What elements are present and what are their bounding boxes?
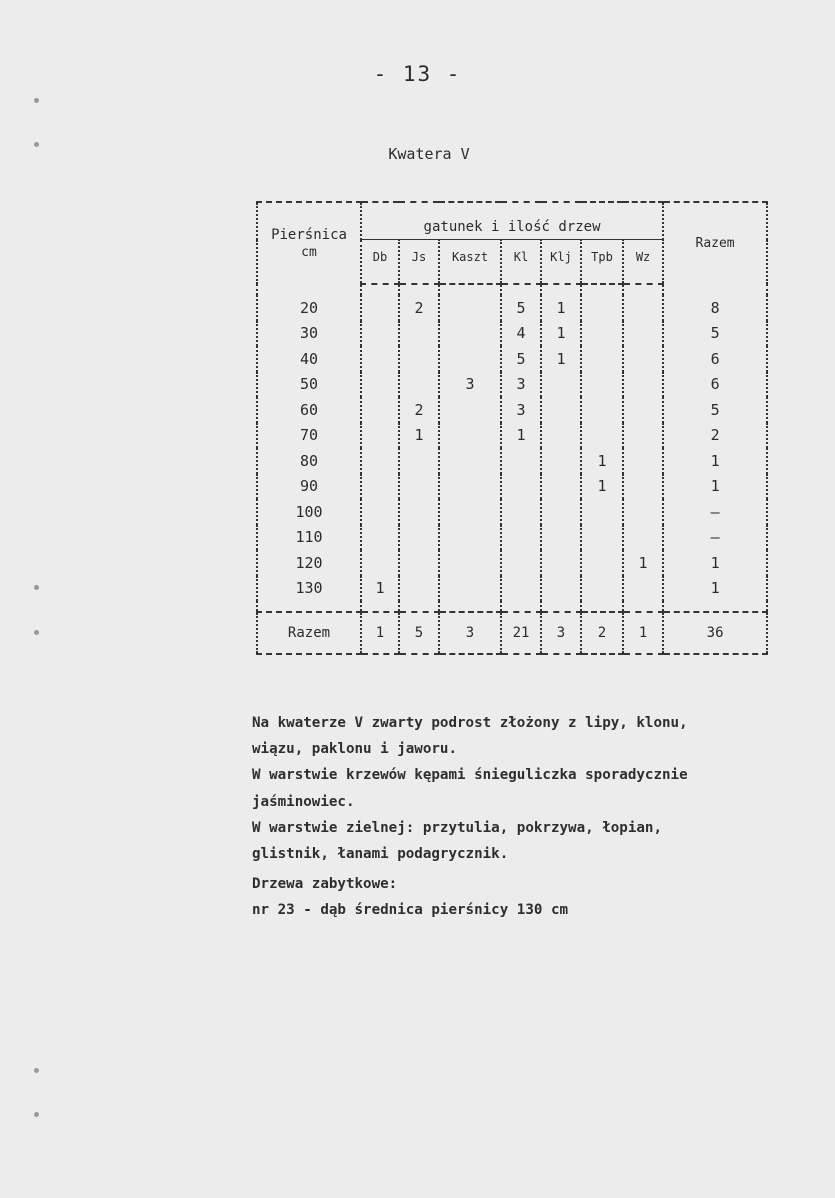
cell-klj bbox=[541, 423, 581, 449]
cell-kaszt bbox=[439, 423, 501, 449]
cell-kaszt bbox=[439, 474, 501, 500]
cell-klj bbox=[541, 448, 581, 474]
cell-js bbox=[399, 321, 439, 347]
cell-kl bbox=[501, 525, 541, 551]
cell-tpb bbox=[581, 321, 623, 347]
cell-js: 2 bbox=[399, 295, 439, 321]
cell-kl bbox=[501, 576, 541, 602]
description-line: Na kwaterze V zwarty podrost złożony z lipy, klonu, bbox=[252, 715, 688, 731]
description-line: nr 23 - dąb średnica pierśnicy 130 cm bbox=[252, 902, 569, 919]
table-row bbox=[257, 448, 767, 474]
header-diameter-unit: cm bbox=[301, 244, 317, 260]
cell-klj: 1 bbox=[541, 321, 581, 347]
cell-db bbox=[361, 499, 399, 525]
cell-tpb bbox=[581, 397, 623, 423]
cell-razem: 1 bbox=[663, 448, 767, 474]
cell-tpb: 1 bbox=[581, 474, 623, 500]
binder-hole-mark bbox=[34, 1068, 39, 1073]
total-kl: 21 bbox=[501, 612, 541, 654]
cell-klj bbox=[541, 372, 581, 398]
cell-klj bbox=[541, 474, 581, 500]
binder-hole-mark bbox=[34, 585, 39, 590]
cell-tpb bbox=[581, 346, 623, 372]
description-text bbox=[252, 710, 688, 924]
cell-kaszt bbox=[439, 448, 501, 474]
page-number: - 13 - bbox=[373, 62, 462, 86]
page-heading: Kwatera V bbox=[388, 145, 470, 163]
trees-table bbox=[256, 201, 768, 655]
total-wz: 1 bbox=[623, 612, 663, 654]
cell-db bbox=[361, 423, 399, 449]
binder-hole-mark bbox=[34, 1112, 39, 1117]
cell-db bbox=[361, 346, 399, 372]
table-row bbox=[257, 346, 767, 372]
table-row bbox=[257, 525, 767, 551]
total-js: 5 bbox=[399, 612, 439, 654]
header-group-label: gatunek i ilość drzew bbox=[361, 202, 663, 240]
header-col-wz: Wz bbox=[623, 240, 663, 285]
cell-db bbox=[361, 321, 399, 347]
cell-db bbox=[361, 525, 399, 551]
header-col-kl: Kl bbox=[501, 240, 541, 285]
cell-kaszt bbox=[439, 346, 501, 372]
cell-cm: 20 bbox=[257, 295, 361, 321]
cell-kl: 4 bbox=[501, 321, 541, 347]
cell-db: 1 bbox=[361, 576, 399, 602]
table-row bbox=[257, 321, 767, 347]
table-header-row bbox=[257, 202, 767, 240]
cell-razem: 5 bbox=[663, 321, 767, 347]
cell-razem: 1 bbox=[663, 550, 767, 576]
cell-wz bbox=[623, 448, 663, 474]
cell-wz bbox=[623, 346, 663, 372]
cell-tpb bbox=[581, 295, 623, 321]
cell-tpb: 1 bbox=[581, 448, 623, 474]
cell-cm: 40 bbox=[257, 346, 361, 372]
cell-tpb bbox=[581, 576, 623, 602]
cell-klj: 1 bbox=[541, 295, 581, 321]
cell-kl bbox=[501, 474, 541, 500]
cell-db bbox=[361, 448, 399, 474]
cell-kaszt bbox=[439, 576, 501, 602]
table-totals-row bbox=[257, 612, 767, 654]
cell-kaszt bbox=[439, 499, 501, 525]
table-row bbox=[257, 423, 767, 449]
cell-cm: 110 bbox=[257, 525, 361, 551]
cell-kl bbox=[501, 448, 541, 474]
cell-js bbox=[399, 372, 439, 398]
cell-kl: 3 bbox=[501, 372, 541, 398]
header-col-db: Db bbox=[361, 240, 399, 285]
cell-kaszt bbox=[439, 525, 501, 551]
cell-cm: 30 bbox=[257, 321, 361, 347]
cell-wz bbox=[623, 525, 663, 551]
cell-db bbox=[361, 372, 399, 398]
cell-kl: 1 bbox=[501, 423, 541, 449]
header-col-tpb: Tpb bbox=[581, 240, 623, 285]
cell-cm: 50 bbox=[257, 372, 361, 398]
cell-tpb bbox=[581, 525, 623, 551]
cell-razem: 1 bbox=[663, 576, 767, 602]
cell-cm: 130 bbox=[257, 576, 361, 602]
header-col-js: Js bbox=[399, 240, 439, 285]
description-line: Drzewa zabytkowe: bbox=[252, 876, 398, 893]
cell-js bbox=[399, 576, 439, 602]
cell-cm: 100 bbox=[257, 499, 361, 525]
cell-wz bbox=[623, 576, 663, 602]
cell-kaszt bbox=[439, 550, 501, 576]
description-line: jaśminowiec. bbox=[252, 793, 355, 810]
total-klj: 3 bbox=[541, 612, 581, 654]
cell-wz bbox=[623, 474, 663, 500]
cell-cm: 90 bbox=[257, 474, 361, 500]
binder-hole-mark bbox=[34, 98, 39, 103]
cell-kaszt bbox=[439, 321, 501, 347]
header-col-kaszt: Kaszt bbox=[439, 240, 501, 285]
description-line: W warstwie zielnej: przytulia, pokrzywa, łopian, bbox=[252, 819, 662, 836]
cell-tpb bbox=[581, 423, 623, 449]
cell-js bbox=[399, 474, 439, 500]
total-tpb: 2 bbox=[581, 612, 623, 654]
cell-kl: 5 bbox=[501, 295, 541, 321]
cell-js bbox=[399, 448, 439, 474]
cell-kaszt bbox=[439, 295, 501, 321]
header-cell-diameter bbox=[257, 202, 361, 284]
table-row bbox=[257, 474, 767, 500]
cell-kl bbox=[501, 550, 541, 576]
cell-js: 2 bbox=[399, 397, 439, 423]
cell-wz bbox=[623, 295, 663, 321]
cell-klj bbox=[541, 576, 581, 602]
table-spacer bbox=[257, 601, 767, 612]
cell-cm: 60 bbox=[257, 397, 361, 423]
description-line: wiązu, paklonu i jaworu. bbox=[252, 741, 457, 758]
cell-klj bbox=[541, 397, 581, 423]
cell-db bbox=[361, 474, 399, 500]
cell-js bbox=[399, 550, 439, 576]
cell-kaszt: 3 bbox=[439, 372, 501, 398]
cell-tpb bbox=[581, 550, 623, 576]
cell-cm: 80 bbox=[257, 448, 361, 474]
cell-cm: 120 bbox=[257, 550, 361, 576]
cell-db bbox=[361, 550, 399, 576]
table-row bbox=[257, 550, 767, 576]
cell-kl: 3 bbox=[501, 397, 541, 423]
cell-kl bbox=[501, 499, 541, 525]
cell-js bbox=[399, 499, 439, 525]
table-row bbox=[257, 372, 767, 398]
cell-db bbox=[361, 397, 399, 423]
cell-db bbox=[361, 295, 399, 321]
cell-cm: 70 bbox=[257, 423, 361, 449]
table-row bbox=[257, 295, 767, 321]
header-diameter-label: Pierśnica bbox=[271, 226, 347, 243]
cell-klj: 1 bbox=[541, 346, 581, 372]
header-total-label: Razem bbox=[663, 202, 767, 284]
cell-razem: 6 bbox=[663, 346, 767, 372]
cell-razem: 5 bbox=[663, 397, 767, 423]
cell-wz bbox=[623, 423, 663, 449]
total-sum: 36 bbox=[663, 612, 767, 654]
table-body bbox=[257, 295, 767, 601]
totals-label: Razem bbox=[257, 612, 361, 654]
cell-razem: 6 bbox=[663, 372, 767, 398]
description-line: W warstwie krzewów kępami śnieguliczka sporadycznie bbox=[252, 767, 688, 784]
cell-razem: 1 bbox=[663, 474, 767, 500]
cell-razem: – bbox=[663, 499, 767, 525]
cell-klj bbox=[541, 499, 581, 525]
cell-tpb bbox=[581, 499, 623, 525]
cell-wz bbox=[623, 397, 663, 423]
table-row bbox=[257, 397, 767, 423]
cell-js bbox=[399, 346, 439, 372]
cell-wz: 1 bbox=[623, 550, 663, 576]
description-line: glistnik, łanami podagrycznik. bbox=[252, 846, 509, 863]
cell-wz bbox=[623, 499, 663, 525]
cell-razem: – bbox=[663, 525, 767, 551]
table-row bbox=[257, 576, 767, 602]
cell-js: 1 bbox=[399, 423, 439, 449]
cell-js bbox=[399, 525, 439, 551]
total-db: 1 bbox=[361, 612, 399, 654]
binder-hole-mark bbox=[34, 630, 39, 635]
total-kaszt: 3 bbox=[439, 612, 501, 654]
cell-klj bbox=[541, 550, 581, 576]
cell-wz bbox=[623, 321, 663, 347]
table-spacer bbox=[257, 284, 767, 295]
cell-kaszt bbox=[439, 397, 501, 423]
header-col-klj: Klj bbox=[541, 240, 581, 285]
cell-wz bbox=[623, 372, 663, 398]
cell-razem: 2 bbox=[663, 423, 767, 449]
table-row bbox=[257, 499, 767, 525]
cell-kl: 5 bbox=[501, 346, 541, 372]
cell-razem: 8 bbox=[663, 295, 767, 321]
cell-klj bbox=[541, 525, 581, 551]
cell-tpb bbox=[581, 372, 623, 398]
